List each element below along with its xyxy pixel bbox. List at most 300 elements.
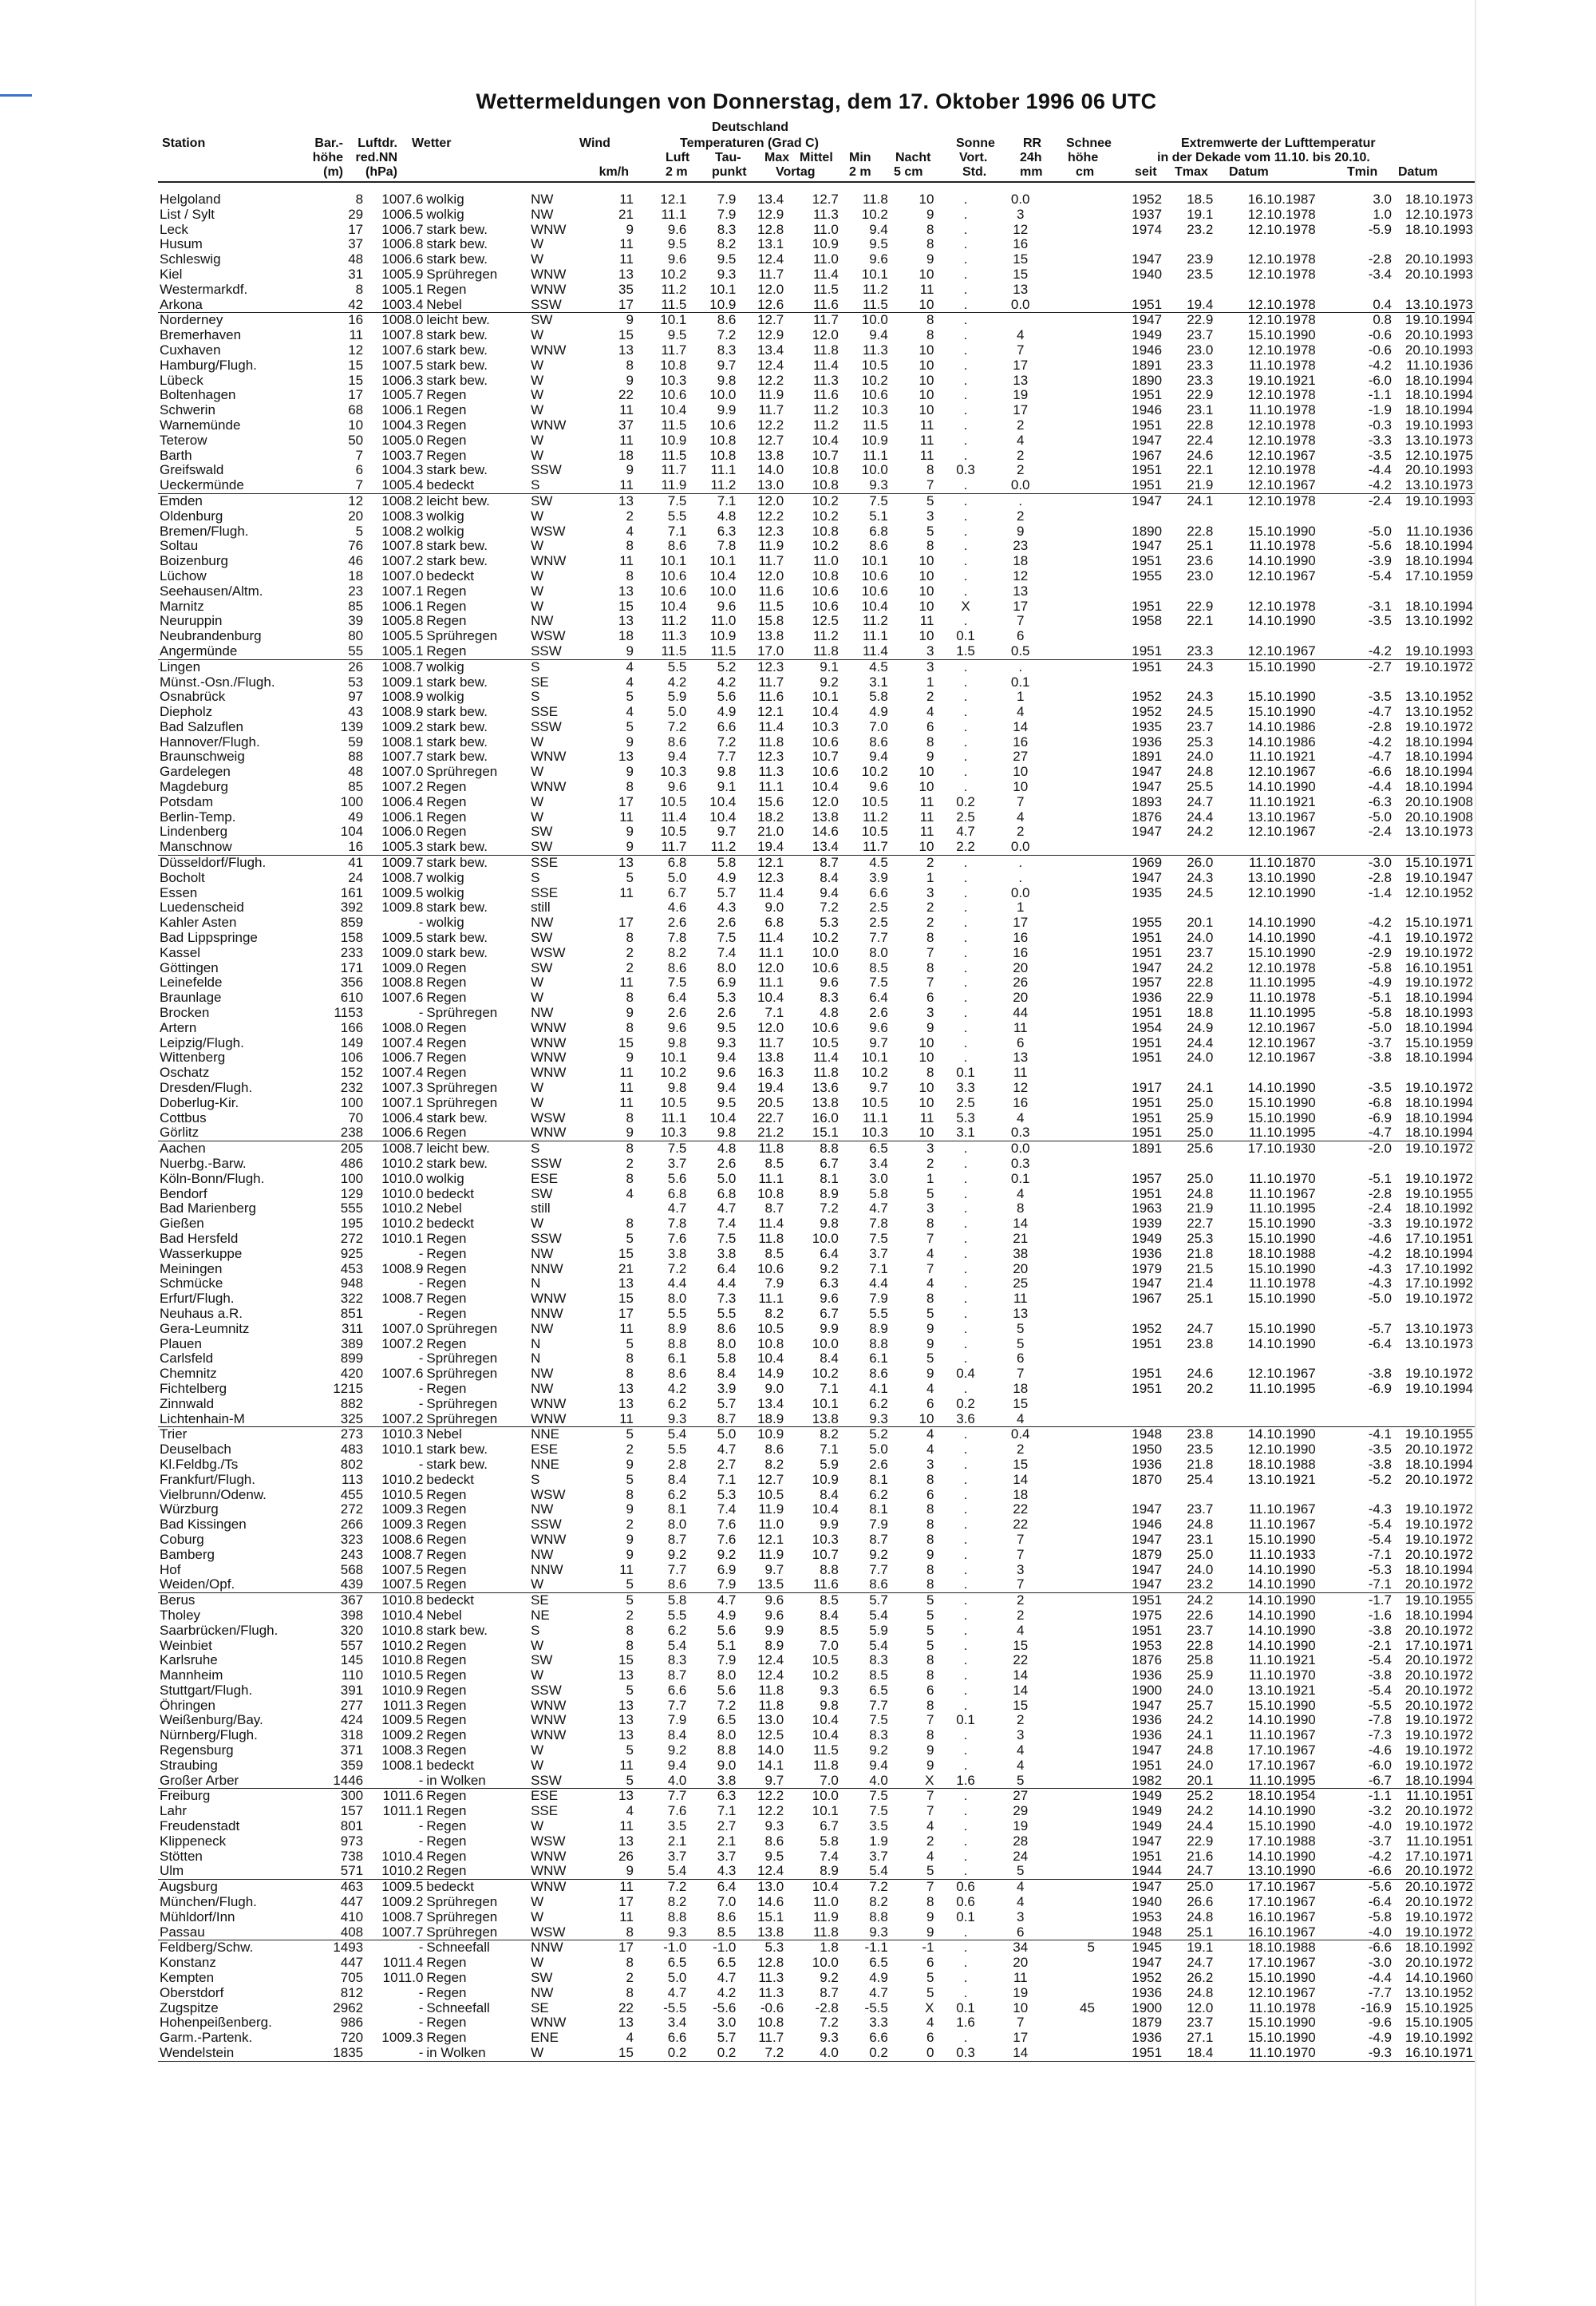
cell-lufttemperatur: 9.2 <box>667 1547 687 1562</box>
cell-tmax: 23.1 <box>1187 403 1214 418</box>
cell-max-vortag: 13.0 <box>737 1880 785 1895</box>
cell-taupunkt: 5.8 <box>717 1351 737 1367</box>
cell-schneehoehe <box>1045 856 1096 871</box>
cell-barometerhoehe: 802 <box>340 1457 364 1472</box>
cell-windrichtung: W <box>531 388 544 403</box>
cell-luftdruck: - <box>418 1246 424 1261</box>
cell-taupunkt: 4.4 <box>717 1276 737 1291</box>
cell-mittel-vortag: 6.7 <box>820 1157 839 1171</box>
cell-min-2m: 6.4 <box>869 991 888 1006</box>
cell-max-vortag: 9.0 <box>764 900 784 916</box>
cell-tmin-datum <box>1393 237 1475 252</box>
cell-schneehoehe <box>1045 1307 1096 1322</box>
cell-min-2m: 10.2 <box>861 765 888 780</box>
cell-schneehoehe <box>1045 1141 1096 1157</box>
cell-lufttemperatur: 7.7 <box>667 1698 687 1713</box>
cell-lufttemperatur: 10.1 <box>660 554 687 569</box>
cell-mittel-vortag: 11.6 <box>813 297 839 312</box>
cell-station: Meiningen <box>160 1261 223 1276</box>
cell-max-vortag: 11.7 <box>758 554 784 569</box>
cell-sonne-stunden: . <box>963 1653 968 1668</box>
cell-tmax: 24.3 <box>1187 690 1214 705</box>
cell-windrichtung: W <box>531 599 544 614</box>
cell-sonne-stunden: . <box>963 417 968 433</box>
table-row <box>158 1653 1475 1668</box>
cell-sonne-stunden: 1.6 <box>956 2015 975 2031</box>
cell-wetter: Nebel <box>426 1608 462 1623</box>
cell-windgeschwindigkeit: 15 <box>618 1035 634 1050</box>
table-row <box>158 720 1475 735</box>
cell-min-2m: 9.3 <box>869 1924 888 1940</box>
cell-seit: 1948 <box>1096 1427 1163 1442</box>
table-row <box>158 1050 1475 1066</box>
cell-schneehoehe <box>1045 328 1096 343</box>
cell-tmax-datum <box>1215 509 1317 524</box>
cell-windgeschwindigkeit: 13 <box>618 583 634 599</box>
cell-windrichtung: SE <box>531 2000 549 2015</box>
cell-station: Fichtelberg <box>160 1381 227 1396</box>
cell-nacht-5cm: 10 <box>918 583 934 599</box>
cell-max-vortag: 14.6 <box>757 1895 784 1910</box>
cell-sonne-stunden: . <box>963 916 968 931</box>
cell-barometerhoehe: 29 <box>348 207 364 222</box>
cell-min-2m: 9.3 <box>869 478 888 493</box>
cell-schneehoehe <box>1045 886 1096 901</box>
cell-mittel-vortag: 8.4 <box>820 1487 839 1502</box>
cell-tmax-datum: 15.10.1990 <box>1247 1231 1316 1246</box>
cell-tmax-datum: 11.10.1978 <box>1248 991 1316 1006</box>
cell-tmax-datum: 14.10.1990 <box>1247 1623 1316 1638</box>
cell-sonne-stunden: . <box>963 1562 968 1577</box>
table-row <box>158 1397 1475 1412</box>
cell-tmax-datum: 12.10.1978 <box>1247 252 1316 267</box>
cell-tmax: 23.3 <box>1187 643 1214 659</box>
cell-tmax-datum: 11.10.1967 <box>1248 1502 1316 1517</box>
cell-tmin-datum: 19.10.1972 <box>1404 1171 1473 1186</box>
cell-nacht-5cm: 11 <box>919 433 934 448</box>
cell-windrichtung: WNW <box>531 282 567 297</box>
cell-taupunkt: 7.1 <box>717 1472 737 1487</box>
cell-station: Tholey <box>160 1608 201 1623</box>
cell-wetter: wolkig <box>425 659 529 674</box>
cell-luftdruck: 1009.5 <box>365 1880 425 1895</box>
cell-tmax-datum: 11.10.1921 <box>1248 750 1316 765</box>
cell-windrichtung: NW <box>531 192 554 207</box>
cell-luftdruck: 1007.6 <box>381 342 424 358</box>
cell-nacht-5cm: 1 <box>926 674 934 690</box>
cell-station: Angermünde <box>160 643 238 659</box>
cell-nacht-5cm: 7 <box>926 1231 934 1246</box>
cell-max-vortag: 10.6 <box>757 1261 784 1276</box>
cell-nacht-5cm: 8 <box>926 1216 934 1232</box>
cell-luftdruck: 1008.7 <box>381 1909 424 1924</box>
cell-max-vortag: 12.7 <box>757 1472 784 1487</box>
table-row <box>158 1201 1475 1216</box>
cell-barometerhoehe: 318 <box>340 1728 364 1743</box>
cell-tmax-datum: 19.10.1921 <box>1247 373 1316 388</box>
cell-nacht-5cm: 5 <box>926 1864 934 1879</box>
cell-taupunkt: 11.5 <box>710 643 737 659</box>
cell-min-2m: 10.5 <box>861 794 888 809</box>
cell-wetter: Regen <box>426 1487 467 1502</box>
cell-seit: 1967 <box>1132 448 1163 463</box>
cell-mittel-vortag: 8.2 <box>785 1427 840 1442</box>
cell-lufttemperatur: 9.5 <box>667 237 687 252</box>
cell-station: Hannover/Flugh. <box>160 734 260 750</box>
table-row <box>158 1758 1475 1774</box>
cell-max-vortag: -0.6 <box>760 2000 784 2015</box>
cell-luftdruck: 1006.0 <box>381 825 424 840</box>
cell-tmin: -0.3 <box>1368 417 1392 433</box>
cell-mittel-vortag: 15.1 <box>812 1125 839 1141</box>
cell-seit: 1939 <box>1132 1216 1163 1232</box>
cell-tmin-datum: 19.10.1972 <box>1404 719 1473 734</box>
cell-taupunkt: 4.2 <box>717 674 737 690</box>
cell-mittel-vortag: 9.1 <box>785 659 840 674</box>
cell-tmax: 27.1 <box>1187 2031 1214 2046</box>
cell-mittel-vortag: 11.5 <box>813 1743 839 1758</box>
cell-tmin-datum <box>1393 1488 1475 1503</box>
cell-tmin: -3.8 <box>1368 1623 1392 1638</box>
cell-lufttemperatur: 8.6 <box>667 539 687 554</box>
cell-max-vortag: 12.4 <box>757 1864 784 1879</box>
cell-windrichtung: N <box>531 1276 541 1291</box>
cell-windgeschwindigkeit: 2 <box>626 1608 634 1623</box>
cell-niederschlag: 14 <box>1013 1472 1029 1487</box>
cell-luftdruck: - <box>418 1985 424 2000</box>
cell-max-vortag: 10.5 <box>757 1321 784 1336</box>
cell-sonne-stunden: . <box>963 1306 968 1321</box>
cell-seit: 1951 <box>1096 659 1163 674</box>
cell-schneehoehe <box>1045 840 1096 855</box>
cell-windrichtung: WNW <box>531 780 567 795</box>
cell-windrichtung: NNE <box>529 1427 589 1442</box>
cell-tmin-datum: 13.10.1952 <box>1404 705 1473 720</box>
cell-luftdruck: 1007.8 <box>381 328 424 343</box>
cell-min-2m: 10.6 <box>861 583 888 599</box>
cell-niederschlag: 17 <box>1013 916 1029 931</box>
cell-windrichtung: NNW <box>531 1306 563 1321</box>
edge-marker <box>0 94 32 97</box>
cell-mittel-vortag: 9.2 <box>820 1971 839 1986</box>
cell-station: Freudenstadt <box>160 1819 240 1834</box>
header-nacht: Nacht <box>895 151 931 164</box>
cell-taupunkt: 7.4 <box>717 1216 737 1232</box>
cell-windgeschwindigkeit: 11 <box>619 433 634 448</box>
cell-mittel-vortag: 9.2 <box>820 674 839 690</box>
cell-tmax: 24.1 <box>1187 1728 1214 1743</box>
cell-windrichtung: W <box>531 1577 544 1592</box>
cell-tmin-datum: 12.10.1975 <box>1404 448 1473 463</box>
cell-lufttemperatur: 6.2 <box>667 1623 687 1638</box>
cell-niederschlag: 29 <box>1013 1804 1029 1819</box>
cell-station: Kahler Asten <box>160 916 237 931</box>
cell-lufttemperatur: 7.7 <box>635 1789 688 1804</box>
cell-wetter: stark bew. <box>426 719 488 734</box>
cell-tmin-datum <box>1393 1412 1475 1427</box>
cell-seit: 1935 <box>1132 719 1163 734</box>
cell-niederschlag: 4 <box>1016 809 1025 825</box>
cell-wetter: Regen <box>426 1985 467 2000</box>
cell-sonne-stunden: . <box>963 539 968 554</box>
cell-max-vortag: 15.6 <box>757 794 784 809</box>
cell-station: Schleswig <box>160 252 221 267</box>
cell-niederschlag: 2 <box>1016 1713 1025 1728</box>
cell-windgeschwindigkeit: 5 <box>626 1231 634 1246</box>
cell-tmax-datum <box>1215 1351 1317 1367</box>
cell-tmin-datum <box>1393 900 1475 916</box>
cell-taupunkt: 4.7 <box>717 1201 737 1216</box>
table-header <box>158 119 1475 192</box>
cell-tmax-datum: 12.10.1978 <box>1247 960 1316 975</box>
cell-niederschlag: 20 <box>1013 991 1029 1006</box>
cell-windrichtung: S <box>531 870 540 885</box>
cell-seit: 1951 <box>1132 1035 1163 1050</box>
cell-station: Frankfurt/Flugh. <box>160 1472 255 1487</box>
cell-station: Helgoland <box>160 192 221 207</box>
cell-max-vortag: 10.4 <box>757 991 784 1006</box>
cell-nacht-5cm: 8 <box>926 960 934 975</box>
cell-luftdruck: 1010.2 <box>381 1864 424 1879</box>
cell-luftdruck: 1007.6 <box>381 991 424 1006</box>
cell-sonne-stunden: . <box>963 267 968 282</box>
cell-mittel-vortag: 10.2 <box>812 1668 839 1683</box>
cell-tmin-datum: 19.10.1972 <box>1404 931 1473 946</box>
cell-mittel-vortag: 6.7 <box>820 1819 839 1834</box>
cell-barometerhoehe: 7 <box>355 448 364 463</box>
cell-tmin: -5.4 <box>1368 1532 1392 1547</box>
cell-tmin-datum: 19.10.1955 <box>1404 1186 1473 1201</box>
cell-windrichtung: WNW <box>531 1849 567 1864</box>
cell-windrichtung: NW <box>531 1246 554 1261</box>
cell-schneehoehe <box>1045 644 1096 659</box>
cell-nacht-5cm: 11 <box>919 1110 934 1125</box>
cell-min-2m: 10.0 <box>840 313 890 328</box>
cell-lufttemperatur: 11.5 <box>661 297 687 312</box>
cell-schneehoehe <box>1045 283 1096 298</box>
cell-nacht-5cm: 8 <box>926 328 934 343</box>
cell-lufttemperatur: 9.5 <box>667 328 687 343</box>
cell-nacht-5cm: 10 <box>918 599 934 614</box>
cell-mittel-vortag: 12.7 <box>812 192 839 207</box>
cell-tmin-datum: 20.10.1972 <box>1404 1683 1473 1698</box>
cell-nacht-5cm: 11 <box>919 809 934 825</box>
cell-mittel-vortag: 10.8 <box>812 478 839 493</box>
cell-schneehoehe <box>1045 1081 1096 1096</box>
cell-station: Husum <box>160 237 203 252</box>
cell-min-2m: 10.1 <box>861 1050 888 1066</box>
cell-tmin-datum: 18.10.1994 <box>1404 403 1473 418</box>
cell-max-vortag: 11.3 <box>758 1985 784 2000</box>
cell-lufttemperatur: 7.5 <box>635 1141 688 1157</box>
cell-tmax-datum: 13.10.1990 <box>1247 1864 1316 1879</box>
cell-wetter: stark bew. <box>426 328 488 343</box>
cell-schneehoehe <box>1045 720 1096 735</box>
cell-windgeschwindigkeit: 9 <box>626 825 634 840</box>
cell-wetter: stark bew. <box>426 674 488 690</box>
cell-max-vortag: 8.9 <box>764 1638 784 1653</box>
cell-barometerhoehe: 447 <box>340 1956 364 1971</box>
cell-tmax-datum: 12.10.1967 <box>1247 825 1316 840</box>
cell-barometerhoehe: 420 <box>340 1367 364 1382</box>
cell-min-2m: 8.8 <box>869 1909 888 1924</box>
cell-max-vortag: 12.4 <box>757 252 784 267</box>
cell-schneehoehe <box>1045 433 1096 449</box>
cell-windrichtung: W <box>531 1909 544 1924</box>
cell-niederschlag: 6 <box>1016 1035 1025 1050</box>
cell-schneehoehe <box>1045 1125 1096 1141</box>
cell-lufttemperatur: 6.8 <box>635 856 688 871</box>
table-row <box>158 644 1475 659</box>
cell-schneehoehe <box>1045 1502 1096 1517</box>
cell-nacht-5cm: 4 <box>926 1246 934 1261</box>
cell-barometerhoehe: 41 <box>326 856 365 871</box>
cell-nacht-5cm: 4 <box>926 705 934 720</box>
header-wetter: Wetter <box>412 136 452 150</box>
cell-tmax-datum: 12.10.1967 <box>1247 765 1316 780</box>
cell-tmax-datum: 15.10.1990 <box>1247 1095 1316 1110</box>
cell-luftdruck: 1009.7 <box>365 856 425 871</box>
cell-min-2m: 6.5 <box>840 1141 890 1157</box>
header-seit: seit <box>1135 165 1157 179</box>
cell-tmin-datum: 19.10.1994 <box>1404 1381 1473 1396</box>
cell-min-2m: 10.5 <box>861 825 888 840</box>
cell-barometerhoehe: 97 <box>348 690 364 705</box>
cell-schneehoehe <box>1045 1971 1096 1986</box>
cell-tmax-datum: 15.10.1990 <box>1247 1321 1316 1336</box>
table-row <box>158 840 1475 855</box>
cell-min-2m: 5.0 <box>869 1442 888 1458</box>
cell-windrichtung: WNW <box>531 750 567 765</box>
cell-luftdruck: 1005.8 <box>381 614 424 629</box>
cell-windgeschwindigkeit: 17 <box>618 1895 634 1910</box>
cell-barometerhoehe: 356 <box>340 975 364 991</box>
cell-sonne-stunden: . <box>963 1157 968 1171</box>
cell-seit <box>1096 509 1163 524</box>
cell-max-vortag: 6.8 <box>764 916 784 931</box>
cell-nacht-5cm: X <box>925 1773 934 1788</box>
cell-nacht-5cm: 6 <box>926 1956 934 1971</box>
cell-luftdruck: 1006.7 <box>381 222 424 237</box>
cell-tmin: -2.4 <box>1317 493 1393 508</box>
cell-luftdruck: 1006.7 <box>381 1050 424 1066</box>
cell-schneehoehe <box>1045 1834 1096 1849</box>
table-row <box>158 1351 1475 1367</box>
cell-schneehoehe <box>1045 1819 1096 1834</box>
cell-windrichtung: W <box>531 252 544 267</box>
cell-barometerhoehe: 106 <box>340 1050 364 1066</box>
cell-min-2m: 11.1 <box>863 448 888 463</box>
cell-windrichtung: NE <box>531 1608 550 1623</box>
cell-tmin: -4.3 <box>1368 1502 1392 1517</box>
cell-nacht-5cm: 8 <box>926 1517 934 1533</box>
cell-max-vortag: 13.1 <box>757 237 784 252</box>
cell-windrichtung: SSW <box>531 297 562 312</box>
cell-mittel-vortag: 8.9 <box>820 1186 839 1201</box>
cell-min-2m: 3.9 <box>869 870 888 885</box>
cell-mittel-vortag: 8.7 <box>785 856 840 871</box>
cell-schneehoehe <box>1045 403 1096 418</box>
cell-lufttemperatur: 5.9 <box>667 690 687 705</box>
cell-nacht-5cm: 9 <box>926 1020 934 1035</box>
cell-windgeschwindigkeit: 8 <box>626 931 634 946</box>
cell-sonne-stunden: . <box>963 1804 968 1819</box>
cell-seit: 1948 <box>1132 1924 1163 1940</box>
cell-barometerhoehe: 272 <box>340 1502 364 1517</box>
cell-windrichtung: NW <box>531 1985 554 2000</box>
cell-mittel-vortag: 11.0 <box>813 554 839 569</box>
cell-barometerhoehe: 398 <box>340 1608 364 1623</box>
table-row <box>158 1699 1475 1714</box>
cell-mittel-vortag: 4.8 <box>820 1006 839 1021</box>
cell-seit <box>1096 1412 1163 1427</box>
cell-tmin: -6.9 <box>1368 1110 1392 1125</box>
cell-taupunkt: 10.1 <box>709 554 737 569</box>
cell-max-vortag: 9.6 <box>737 1593 785 1608</box>
cell-seit: 1951 <box>1132 1758 1163 1773</box>
cell-mittel-vortag: 13.6 <box>812 1081 839 1096</box>
cell-luftdruck: 1010.1 <box>381 1442 424 1458</box>
cell-barometerhoehe: 23 <box>348 583 364 599</box>
cell-station: Garm.-Partenk. <box>160 2031 253 2046</box>
cell-tmin-datum: 20.10.1972 <box>1404 1956 1473 1971</box>
cell-tmin-datum: 18.10.1994 <box>1404 388 1473 403</box>
cell-luftdruck: 1005.3 <box>381 840 424 855</box>
cell-lufttemperatur: 7.5 <box>667 975 687 991</box>
cell-tmax: 24.2 <box>1187 1804 1214 1819</box>
cell-min-2m: 9.6 <box>869 1020 888 1035</box>
cell-min-2m: 9.5 <box>869 237 888 252</box>
cell-lufttemperatur: 11.3 <box>661 629 687 644</box>
cell-nacht-5cm: 5 <box>926 1608 934 1623</box>
cell-luftdruck: 1009.2 <box>381 1728 424 1743</box>
cell-mittel-vortag: 10.9 <box>812 1472 839 1487</box>
cell-station: List / Sylt <box>160 207 215 222</box>
cell-barometerhoehe: 68 <box>348 403 364 418</box>
cell-wetter: bedeckt <box>426 478 474 493</box>
cell-tmax-datum: 17.10.1988 <box>1247 1833 1316 1849</box>
cell-lufttemperatur: 9.4 <box>667 1758 687 1773</box>
cell-niederschlag: 12 <box>1013 222 1029 237</box>
cell-wetter: Regen <box>426 1125 467 1141</box>
cell-lufttemperatur: 5.4 <box>635 1427 688 1442</box>
cell-niederschlag: 4 <box>1016 1110 1025 1125</box>
cell-station: Öhringen <box>160 1698 215 1713</box>
cell-niederschlag: 18 <box>1013 554 1029 569</box>
cell-min-2m: 5.8 <box>869 690 888 705</box>
cell-nacht-5cm: 8 <box>926 931 934 946</box>
cell-schneehoehe <box>1045 1577 1096 1592</box>
cell-windgeschwindigkeit: 5 <box>589 1593 635 1608</box>
cell-tmin-datum: 13.10.1973 <box>1404 1336 1473 1351</box>
cell-taupunkt: 6.4 <box>717 1261 737 1276</box>
cell-tmin: -4.7 <box>1368 1125 1392 1141</box>
cell-tmax-datum: 14.10.1986 <box>1247 719 1316 734</box>
cell-lufttemperatur: 2.6 <box>667 1006 687 1021</box>
cell-niederschlag: 27 <box>1013 750 1029 765</box>
cell-max-vortag: 14.1 <box>757 1758 784 1773</box>
table-row <box>158 1895 1475 1910</box>
cell-tmax-datum <box>1215 900 1317 916</box>
cell-schneehoehe <box>1045 1849 1096 1865</box>
cell-max-vortag: 10.4 <box>757 1351 784 1367</box>
cell-sonne-stunden: . <box>963 1623 968 1638</box>
cell-min-2m: 8.2 <box>869 1895 888 1910</box>
cell-tmax-datum: 15.10.1990 <box>1247 524 1316 539</box>
cell-lufttemperatur: 8.6 <box>667 960 687 975</box>
cell-windgeschwindigkeit: 13 <box>618 1713 634 1728</box>
cell-sonne-stunden: . <box>935 493 995 508</box>
